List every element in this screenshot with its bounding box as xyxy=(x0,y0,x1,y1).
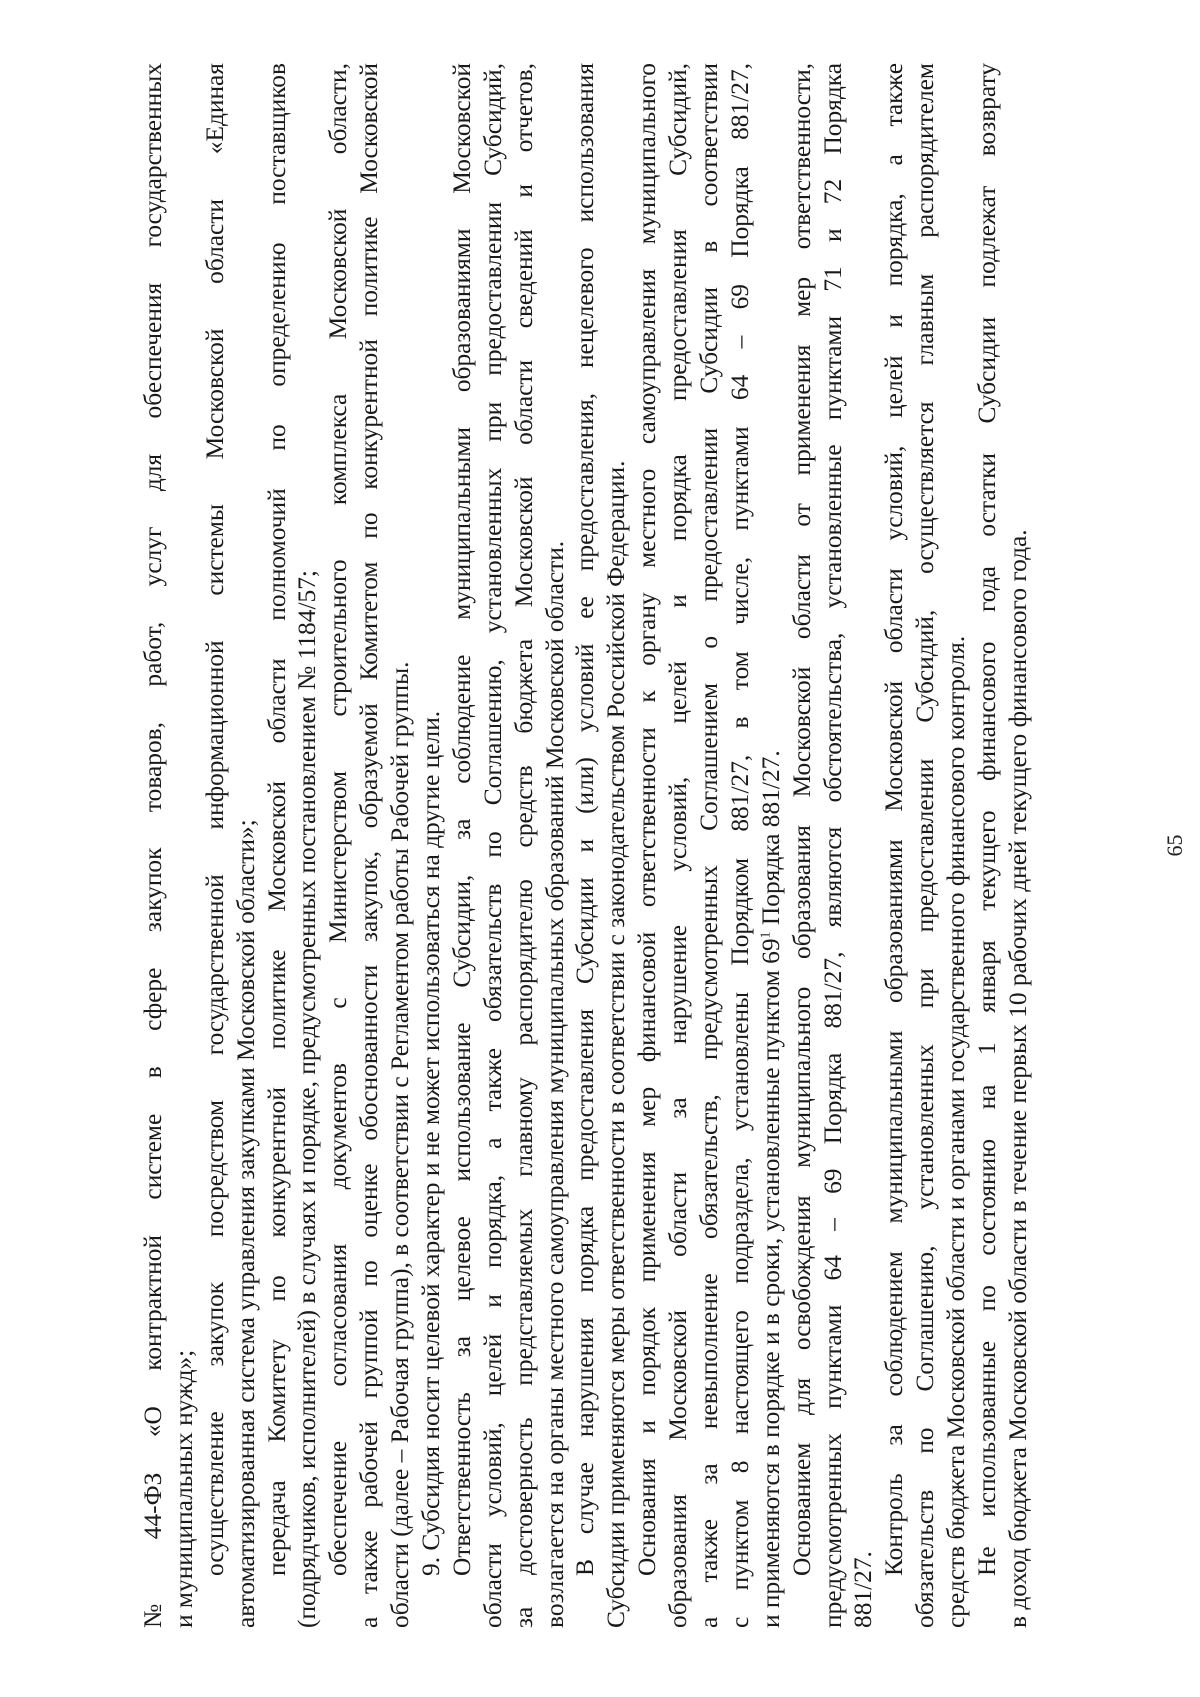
text-line xyxy=(725,63,756,1628)
superscript: 1 xyxy=(758,931,774,939)
text-line xyxy=(818,63,849,1628)
text-line-content: Основания и порядок применения мер финансовой ответственности к органу местного самоуправления муниципального xyxy=(633,63,662,1576)
text-line-content: Ответственность за целевое использование Субсидии, за соблюдение муниципальными образованиями Московской xyxy=(447,63,476,1576)
text-line-content: образования Московской области за нарушение условий, целей и порядка предоставления Субсидий, xyxy=(664,63,693,1628)
text-line-content: осуществление закупок посредством государственной информационной системы Московской области «Единая xyxy=(200,63,229,1576)
text-line xyxy=(694,63,725,1628)
text-line-content: за достоверность представляемых главному распорядителю средств бюджета Московской области сведений и отчетов, xyxy=(509,63,538,1628)
text-line xyxy=(570,63,601,1628)
text-line-content: с пунктом 8 настоящего подраздела, установлены Порядком 881/27, в том числе, пунктами 64 – 69 Порядка 881/27, xyxy=(725,63,754,1628)
text-line xyxy=(354,63,385,1628)
text-line xyxy=(848,63,879,1628)
text-line-content: а также рабочей группой по оценке обоснованности закупок, образуемой Комитетом по конкурентной политике Московской xyxy=(355,63,384,1628)
text-line-content: автоматизированная система управления закупками Московской области»; xyxy=(231,819,260,1628)
text-line xyxy=(756,63,787,1628)
text-line xyxy=(540,63,571,1628)
text-line-content: области (далее – Рабочая группа), в соответствии с Регламентом работы Рабочей группы. xyxy=(386,661,415,1628)
text-line xyxy=(787,63,818,1628)
text-line xyxy=(262,63,293,1628)
text-line xyxy=(1003,63,1034,1628)
text-line-content: (подрядчиков, исполнителей) в случаях и порядке, предусмотренных постановлением № 1184/57; xyxy=(293,570,322,1628)
text-line-content: в доход бюджета Московской области в течение первых 10 рабочих дней текущего финансового года. xyxy=(1003,529,1032,1628)
text-line-content: обязательств по Соглашению, установленных при предоставлении Субсидий, осуществляется главным распорядителем xyxy=(911,63,940,1628)
text-line xyxy=(385,63,416,1628)
text-line xyxy=(231,63,262,1628)
text-line-content: 9. Субсидия носит целевой характер и не может использоваться на другие цели. xyxy=(417,710,446,1576)
text-line xyxy=(169,63,200,1628)
text-line-content: передача Комитету по конкурентной политике Московской области полномочий по определению поставщиков xyxy=(262,63,291,1576)
text-line xyxy=(292,63,323,1628)
text-line-content: средств бюджета Московской области и органами государственного финансового контроля. xyxy=(942,635,971,1628)
text-line-content: а также за невыполнение обязательств, предусмотренных Соглашением о предоставлении Субсидии в соответствии xyxy=(695,63,724,1628)
text-line-content: Основанием для освобождения муниципального образования Московской области от применения мер ответственности, xyxy=(787,63,816,1576)
text-line xyxy=(323,63,354,1628)
text-line xyxy=(447,63,478,1628)
body-text xyxy=(138,63,1034,1628)
text-line-content: предусмотренных пунктами 64 – 69 Порядка 881/27, являются обстоятельства, установленные пунктами 71 и 72 Порядка xyxy=(818,63,847,1628)
text-line-content: № 44-ФЗ «О контрактной системе в сфере закупок товаров, работ, услуг для обеспечения государственных xyxy=(139,63,167,1628)
text-line xyxy=(663,63,694,1628)
text-line-tail: Порядка 881/27. xyxy=(756,750,785,932)
text-line xyxy=(879,63,910,1628)
text-line-content: Не использованные по состоянию на 1 января текущего финансового года остатки Субсидии подлежат возврату xyxy=(973,63,1002,1576)
text-line-content: и муниципальных нужд»; xyxy=(169,1349,198,1628)
text-line-content: области условий, целей и порядка, а также обязательств по Соглашению, установленных при предоставлении Субсидий, xyxy=(478,63,507,1628)
text-line xyxy=(509,63,540,1628)
text-line xyxy=(941,63,972,1628)
text-line xyxy=(601,63,632,1628)
text-line xyxy=(138,63,169,1628)
text-line-content: В случае нарушения порядка предоставления Субсидии и (или) условий ее предоставления, нецелевого использования xyxy=(571,63,600,1576)
text-line-content: и применяются в порядке и в сроки, установленные пунктом 69 xyxy=(756,938,785,1628)
text-line xyxy=(910,63,941,1628)
text-line-content: обеспечение согласования документов с Министерством строительного комплекса Московской области, xyxy=(324,63,353,1576)
rotated-content xyxy=(138,63,1187,1628)
text-line-content: Субсидии применяются меры ответственности в соответствии с законодательством Российской Федерации. xyxy=(602,460,631,1628)
text-line-content: Контроль за соблюдением муниципальными образованиями Московской области условий, целей и порядка, а также xyxy=(880,63,909,1576)
text-line-content: возлагается на органы местного самоуправления муниципальных образований Московской области. xyxy=(540,540,569,1628)
text-line xyxy=(416,63,447,1628)
page-number: 65 xyxy=(1162,834,1187,857)
text-line-content: 881/27. xyxy=(849,1551,878,1628)
text-line xyxy=(478,63,509,1628)
text-line xyxy=(632,63,663,1628)
text-line xyxy=(200,63,231,1628)
text-line xyxy=(972,63,1003,1628)
